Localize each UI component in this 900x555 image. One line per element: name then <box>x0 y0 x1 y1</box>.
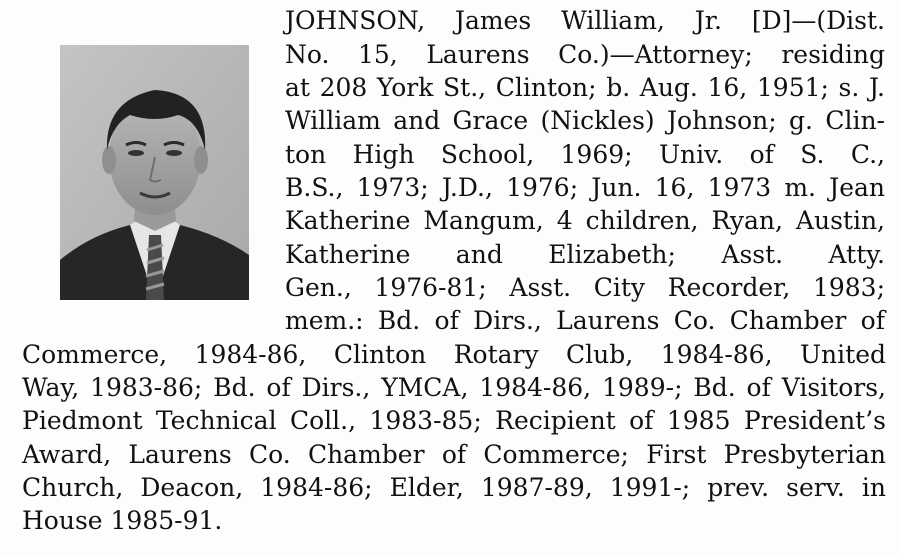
bio-line-11: Commerce, 1984-86, Clinton Rotary Club, 1984-86, United <box>22 340 886 369</box>
bio-line-15: Church, Deacon, 1984-86; Elder, 1987-89, 1991-; prev. serv. in <box>22 473 886 502</box>
bio-line-13: Piedmont Technical Coll., 1983-85; Recipient of 1985 President’s <box>22 406 886 435</box>
bio-line-10: mem.: Bd. of Dirs., Laurens Co. Chamber of <box>285 306 885 335</box>
portrait-image <box>60 45 249 300</box>
bio-line-8: Katherine and Elizabeth; Asst. Atty. <box>285 240 885 269</box>
bio-line-12: Way, 1983-86; Bd. of Dirs., YMCA, 1984-86, 1989-; Bd. of Visitors, <box>22 373 886 402</box>
bio-line-14: Award, Laurens Co. Chamber of Commerce; First Presbyterian <box>22 440 886 469</box>
bio-line-16: House 1985-91. <box>22 506 223 535</box>
bio-line-3: at 208 York St., Clinton; b. Aug. 16, 1951; s. J. <box>285 73 885 102</box>
bio-line-7: Katherine Mangum, 4 children, Ryan, Austin, <box>285 206 885 235</box>
portrait-photo <box>60 45 249 300</box>
bio-line-2: No. 15, Laurens Co.)—Attorney; residing <box>285 40 885 69</box>
bio-line-5: ton High School, 1969; Univ. of S. C., <box>285 140 885 169</box>
bio-line-4: William and Grace (Nickles) Johnson; g. Clin- <box>285 106 885 135</box>
bio-line-6: B.S., 1973; J.D., 1976; Jun. 16, 1973 m. Jean <box>285 173 885 202</box>
bio-line-9: Gen., 1976-81; Asst. City Recorder, 1983; <box>285 273 885 302</box>
bio-line-1: JOHNSON, James William, Jr. [D]—(Dist. <box>285 6 885 35</box>
